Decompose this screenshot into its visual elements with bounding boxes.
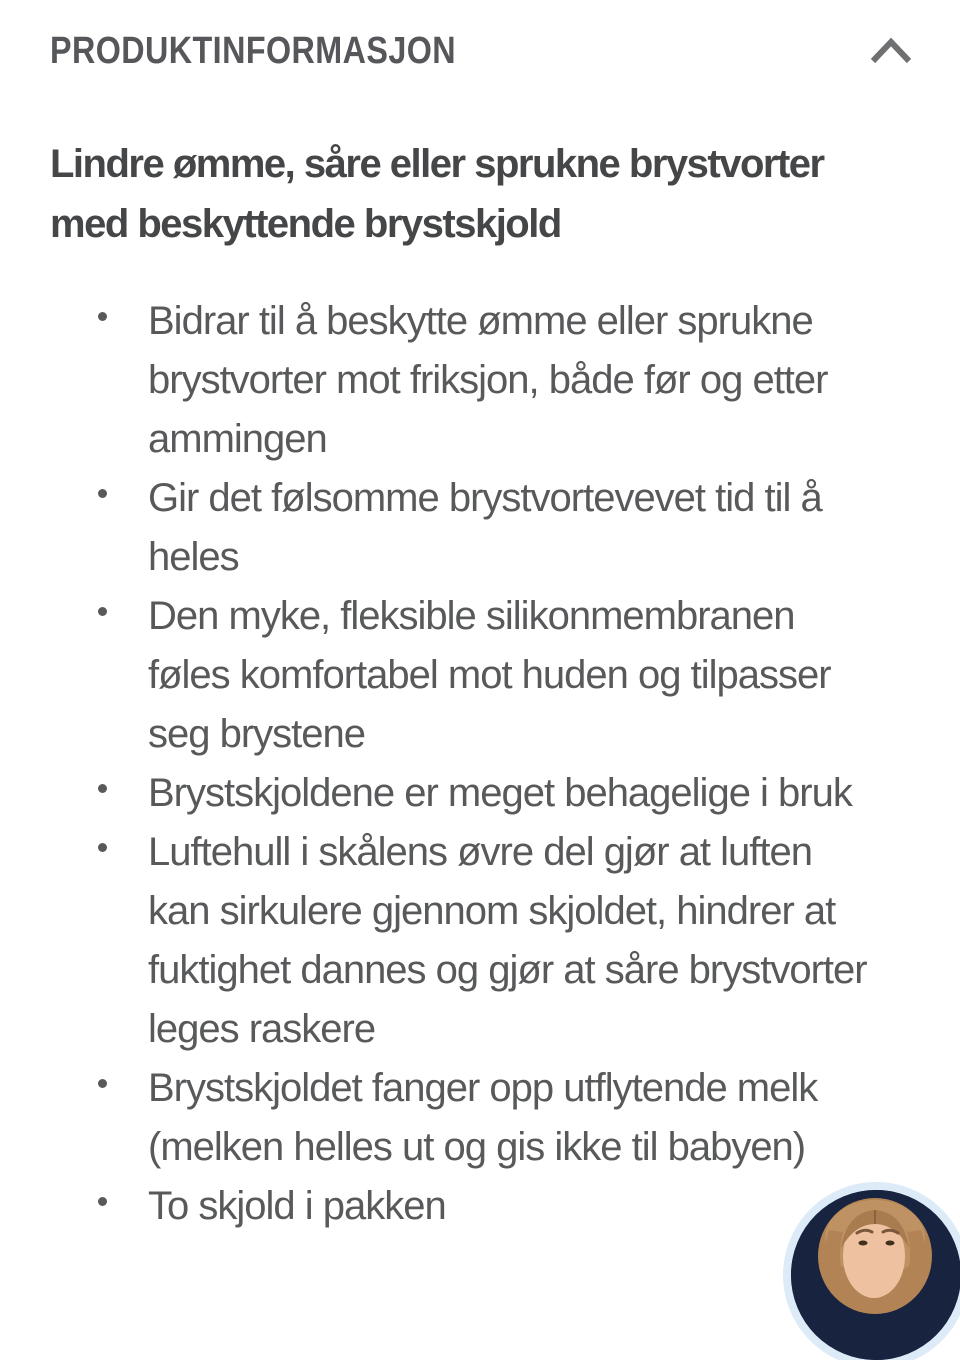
- feature-item: Brystskjoldene er meget behagelige i bruk: [50, 764, 870, 823]
- feature-item: Luftehull i skålens øvre del gjør at luften kan sirkulere gjennom skjoldet, hindrer at fuktighet dannes og gjør at såre brystvorter leges raskere: [50, 823, 870, 1059]
- accordion-header[interactable]: [50, 28, 910, 74]
- feature-list: [50, 292, 910, 1236]
- chat-widget-button[interactable]: [791, 1190, 960, 1360]
- section-title: PRODUKTINFORMASJON: [50, 29, 457, 72]
- feature-item: To skjold i pakken: [50, 1177, 870, 1236]
- chat-agent-avatar-icon: [791, 1190, 960, 1360]
- chevron-up-icon[interactable]: [868, 37, 914, 65]
- feature-item: Gir det følsomme brystvortevevet tid til å heles: [50, 469, 870, 587]
- feature-item: Den myke, fleksible silikonmembranen føles komfortabel mot huden og tilpasser seg brystene: [50, 587, 870, 764]
- product-heading: Lindre ømme, såre eller sprukne brystvorter med beskyttende brystskjold: [50, 142, 824, 246]
- feature-item: Brystskjoldet fanger opp utflytende melk (melken helles ut og gis ikke til babyen): [50, 1059, 870, 1177]
- feature-item: Bidrar til å beskytte ømme eller sprukne brystvorter mot friksjon, både før og etter ammingen: [50, 292, 870, 469]
